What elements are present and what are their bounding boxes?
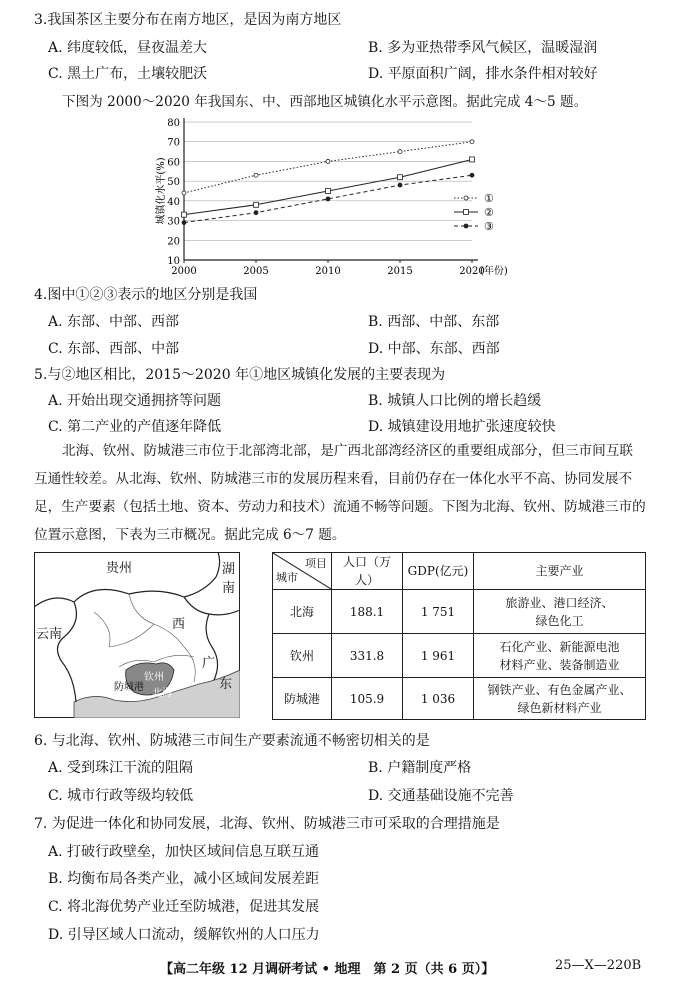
gdp-value: 1 036 — [403, 678, 474, 720]
q7-option-d: D. 引导区域人口流动，缓解钦州的人口压力 — [48, 927, 320, 943]
q6-option-d: D. 交通基础设施不完善 — [368, 788, 514, 804]
q5-option-d: D. 城镇建设用地扩张速度较快 — [368, 419, 556, 435]
map-label-xi: 西 — [172, 617, 186, 632]
industry-line: 石化产业、新能源电池 — [499, 639, 620, 654]
q5-option-b: B. 城镇人口比例的增长趋缓 — [368, 393, 542, 409]
legend-marker — [464, 224, 469, 229]
data-point — [182, 212, 187, 217]
data-point — [326, 159, 330, 163]
map-label-guang: 广 — [202, 656, 216, 671]
industry-line: 旅游业、港口经济、 — [505, 595, 614, 610]
city-name: 钦州 — [273, 634, 332, 678]
table-row — [273, 634, 646, 678]
population-value: 188.1 — [332, 590, 403, 634]
y-tick-label: 60 — [167, 157, 180, 169]
q6-stem: 6. 与北海、钦州、防城港三市间生产要素流通不畅密切相关的是 — [34, 733, 430, 749]
q6-option-a: A. 受到珠江干流的阻隔 — [48, 760, 194, 776]
footer-exam-info: 【高二年级 12 月调研考试 • 地理 第 2 页（共 6 页）】 — [160, 962, 495, 977]
x-tick-label: 2010 — [315, 266, 341, 277]
q5-option-c: C. 第二产业的产值逐年降低 — [48, 419, 222, 435]
map-label-nan: 南 — [222, 581, 236, 596]
q7-option-a: A. 打破行政壁垒，加快区域间信息互联互通 — [48, 844, 320, 860]
legend-label: ① — [484, 192, 494, 205]
industry-line: 钢铁产业、有色金属产业、 — [487, 682, 632, 697]
gdp-value: 1 961 — [403, 634, 474, 678]
data-point — [182, 191, 186, 195]
series-line-1 — [184, 142, 472, 193]
header-industry: 主要产业 — [474, 553, 646, 590]
q4-option-a: A. 东部、中部、西部 — [48, 314, 180, 330]
y-tick-label: 50 — [167, 177, 180, 189]
q7-option-c: C. 将北海优势产业迁至防城港，促进其发展 — [48, 899, 320, 915]
industry-cell — [474, 590, 646, 634]
city-name: 北海 — [273, 590, 332, 634]
legend-label: ③ — [484, 220, 494, 233]
q7-stem: 7. 为促进一体化和协同发展，北海、钦州、防城港三市可采取的合理措施是 — [34, 816, 500, 832]
data-point — [470, 173, 475, 178]
industry-line: 绿色化工 — [535, 613, 584, 628]
q4-stem: 4.图中①②③表示的地区分别是我国 — [34, 287, 258, 303]
x-axis-label: (年份) — [480, 266, 508, 277]
population-value: 331.8 — [332, 634, 403, 678]
population-value: 105.9 — [332, 678, 403, 720]
q6-option-b: B. 户籍制度严格 — [368, 760, 472, 776]
footer-code: 25—X—220B — [555, 958, 642, 973]
q3-option-c: C. 黑土广布，土壤较肥沃 — [48, 66, 208, 82]
q7-option-b: B. 均衡布局各类产业，减小区域间发展差距 — [48, 871, 320, 887]
map-label-yunnan: 云南 — [36, 627, 63, 642]
data-point — [326, 196, 331, 201]
data-point — [470, 140, 474, 144]
q4-option-b: B. 西部、中部、东部 — [368, 314, 500, 330]
location-map — [34, 552, 240, 718]
map-label-dong: 东 — [219, 677, 233, 692]
industry-cell — [474, 678, 646, 720]
q4-option-d: D. 中部、东部、西部 — [368, 341, 500, 357]
data-point — [254, 202, 259, 207]
data-point — [398, 175, 403, 180]
table-row — [273, 590, 646, 634]
y-tick-label: 40 — [167, 196, 180, 208]
map-label-hu: 湖 — [222, 562, 236, 577]
series-line-2 — [184, 159, 472, 214]
x-tick-label: 2005 — [243, 266, 269, 277]
y-tick-label: 20 — [167, 236, 180, 248]
q3-option-d: D. 平原面积广阔，排水条件相对较好 — [368, 66, 598, 82]
y-tick-label: 30 — [167, 216, 180, 228]
q3-option-a: A. 纬度较低，昼夜温差大 — [48, 40, 208, 56]
corner-top-label: 项目 — [305, 557, 327, 570]
industry-cell — [474, 634, 646, 678]
map-label-guizhou: 贵州 — [106, 561, 133, 576]
map-label-fangchenggang: 防城港 — [114, 682, 144, 693]
data-point — [254, 210, 259, 215]
y-axis-label: 城镇化水平(%) — [156, 157, 167, 225]
data-point — [398, 150, 402, 154]
industry-line: 材料产业、装备制造业 — [499, 657, 620, 672]
header-population: 人口（万人） — [332, 553, 403, 590]
legend-marker — [464, 210, 469, 215]
city-overview-table — [272, 552, 646, 720]
header-gdp: GDP(亿元) — [403, 553, 474, 590]
data-point — [182, 220, 187, 225]
x-tick-label: 2000 — [171, 266, 197, 277]
corner-bottom-label: 城市 — [276, 571, 298, 584]
y-tick-label: 80 — [167, 118, 180, 129]
q3-stem: 3.我国茶区主要分布在南方地区，是因为南方地区 — [34, 12, 342, 28]
data-point — [254, 173, 258, 177]
q4-option-c: C. 东部、西部、中部 — [48, 341, 180, 357]
table-corner-cell — [273, 553, 332, 590]
map-label-beihai: 北海 — [152, 688, 172, 699]
map-intro-paragraph: 北海、钦州、防城港三市位于北部湾北部，是广西北部湾经济区的重要组成部分，但三市间互联互通性较差。从北海、钦州、防城港三市的发展历程来看，目前仍存在一体化水平不高、协同发展不足，生产要素（包括土地、资本、劳动力和技术）流通不畅等问题。下图为北海、钦州、防城港三市的位置示意图，下表为三市概况。据此完成 6～7 题。 — [34, 443, 646, 543]
q5-stem: 5.与②地区相比，2015～2020 年①地区城镇化发展的主要表现为 — [34, 367, 446, 383]
chart-intro: 下图为 2000～2020 年我国东、中、西部地区城镇化水平示意图。据此完成 4～5 题。 — [62, 94, 588, 110]
map-label-qinzhou: 钦州 — [144, 672, 164, 683]
table-header-row — [273, 553, 646, 590]
x-tick-label: 2020 — [459, 266, 485, 277]
q6-option-c: C. 城市行政等级均较低 — [48, 788, 194, 804]
y-tick-label: 70 — [167, 137, 180, 149]
table-row — [273, 678, 646, 720]
industry-line: 绿色新材料产业 — [517, 700, 602, 715]
urbanization-chart — [150, 114, 530, 282]
legend-label: ② — [484, 206, 494, 219]
q3-option-b: B. 多为亚热带季风气候区，温暖湿润 — [368, 40, 598, 56]
x-tick-label: 2015 — [387, 266, 413, 277]
y-tick-label: 10 — [167, 256, 180, 267]
data-point — [398, 183, 403, 188]
data-point — [326, 189, 331, 194]
q5-option-a: A. 开始出现交通拥挤等问题 — [48, 393, 222, 409]
data-point — [470, 157, 475, 162]
city-name: 防城港 — [273, 678, 332, 720]
gdp-value: 1 751 — [403, 590, 474, 634]
legend-marker — [464, 196, 468, 200]
